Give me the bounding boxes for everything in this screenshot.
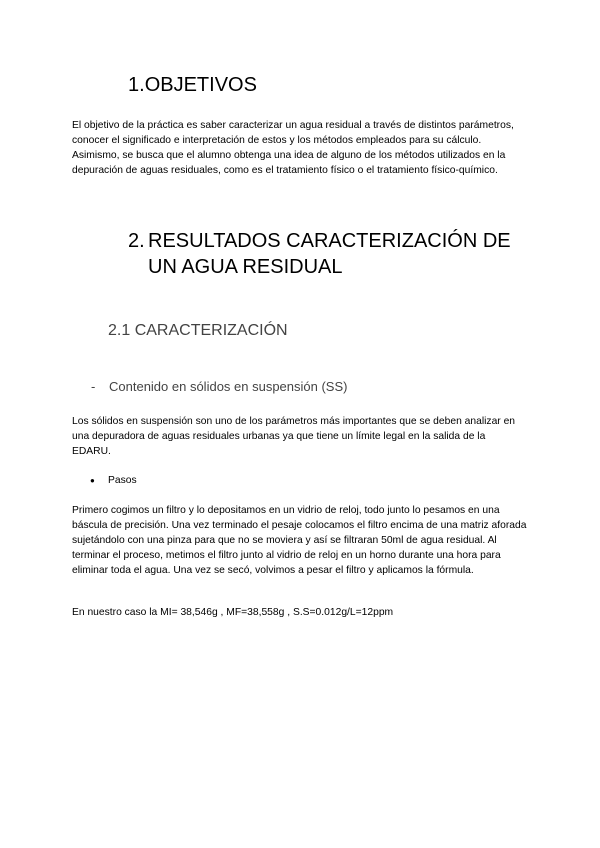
section-2-title-line-2: UN AGUA RESIDUAL [148, 256, 343, 278]
bullet-icon: ● [90, 476, 95, 485]
ss-paragraph: Los sólidos en suspensión son uno de los parámetros más importantes que se deben analizar en una depuradora de aguas residuales urbanas ya que tiene un límite legal en la salida de la EDARU. [72, 416, 516, 457]
section-2-number: 2. [128, 230, 145, 252]
pasos-list-item [90, 473, 137, 488]
section-2-title-line-1: RESULTADOS CARACTERIZACIÓN DE [148, 230, 511, 252]
pasos-label: Pasos [108, 475, 137, 486]
ss-subheading [91, 378, 347, 396]
section-1-number: 1. [128, 74, 145, 96]
section-1-title: OBJETIVOS [144, 74, 257, 96]
section-2-heading [128, 228, 511, 280]
section-1-heading [128, 72, 257, 98]
objectives-paragraph: El objetivo de la práctica es saber caracterizar un agua residual a través de distintos parámetros, conocer el significado e interpretación de estos y los métodos empleados para su cálculo. Asimismo, se busca que el alumno obtenga una idea de alguno de los métodos utilizados en la depuración de aguas residuales, como es el tratamiento físico o el tratamiento físico-químico. [72, 120, 514, 176]
dash-marker: - [91, 379, 96, 394]
section-2-1-heading: 2.1 CARACTERIZACIÓN [108, 322, 288, 339]
pasos-paragraph: Primero cogimos un filtro y lo depositamos en un vidrio de reloj, todo junto lo pesamos en una báscula de precisión. Una vez terminado el pesaje colocamos el filtro encima de una matriz aforada sujetándolo con una pinza para que no se moviera y así se filtraran 50ml de agua residual. Al terminar el proceso, metimos el filtro junto al vidrio de reloj en un horno durante una hora para eliminar toda el agua. Una vez se secó, volvimos a pesar el filtro y aplicamos la fórmula. [72, 505, 527, 576]
ss-subheading-title: Contenido en sólidos en suspensión (SS) [109, 379, 348, 394]
result-line: En nuestro caso la MI= 38,546g , MF=38,558g , S.S=0.012g/L=12ppm [72, 607, 394, 618]
